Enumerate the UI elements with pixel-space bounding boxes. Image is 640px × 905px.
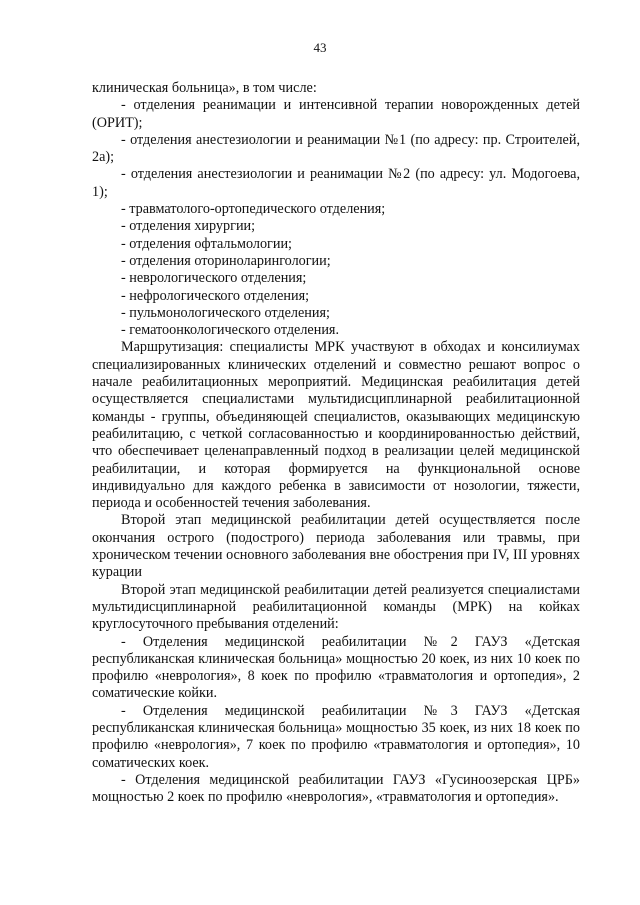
paragraph: Маршрутизация: специалисты МРК участвуют в обходах и консилиумах специализированных клинических отделений и совместно решают вопрос о начале реабилитационных мероприятий. Медицинская реабилитация детей осуществляется специалистами мультидисциплинарной реабилитационной команды - группы, объединяющей специалистов, оказывающих медицинскую реабилитацию, с четкой согласованностью и координированностью действий, что обеспечивает целенаправленный подход в реализации целей медицинской реабилитации, и которая формируется на функциональной основе индивидуально для каждого ребенка в зависимости от нозологии, тяжести, периода и особенностей течения заболевания. — [92, 339, 580, 512]
list-item: - отделения хирургии; — [121, 218, 256, 235]
paragraph: Второй этап медицинской реабилитации детей осуществляется после окончания острого (подострого) периода заболевания или травмы, при хроническом течении основного заболевания вне обострения при IV, III уровнях курации — [92, 512, 580, 581]
list-item: - гематоонкологического отделения. — [121, 322, 339, 339]
list-item: - отделения анестезиологии и реанимации №1 (по адресу: пр. Строителей, 2а); — [92, 131, 580, 166]
page-number: 43 — [313, 40, 327, 55]
list-item: - отделения офтальмологии; — [121, 235, 292, 252]
list-item: - Отделения медицинской реабилитации №2 ГАУЗ «Детская республиканская клиническая больница» мощностью 20 коек, из них 10 коек по профилю «неврология», 8 коек по профилю «травматология и ортопедия», 2 соматические койки. — [92, 633, 580, 702]
list-item: - Отделения медицинской реабилитации №3 ГАУЗ «Детская республиканская клиническая больница» мощностью 35 коек, из них 18 коек по профилю «неврология», 7 коек по профилю «травматология и ортопедия», 10 соматических коек. — [92, 702, 580, 771]
list-item: - отделения реанимации и интенсивной терапии новорожденных детей (ОРИТ); — [92, 97, 580, 131]
list-item: - Отделения медицинской реабилитации ГАУЗ «Гусиноозерская ЦРБ» мощностью 2 коек по профилю «неврология», «травматология и ортопедия». — [92, 771, 580, 806]
list-item: - неврологического отделения; — [121, 270, 307, 287]
list-item: - отделения анестезиологии и реанимации №2 (по адресу: ул. Модогоева, 1); — [92, 166, 580, 200]
page-body — [92, 80, 580, 806]
paragraph: клиническая больница», в том числе: — [92, 80, 317, 96]
list-item: - отделения оториноларингологии; — [121, 252, 331, 269]
list-item: - нефрологического отделения; — [121, 287, 310, 304]
list-item: - травматолого-ортопедического отделения; — [121, 201, 386, 218]
paragraph: Второй этап медицинской реабилитации детей реализуется специалистами мультидисциплинарной реабилитационной команды (МРК) на койках круглосуточного пребывания отделений: — [92, 581, 580, 633]
list-item: - пульмонологического отделения; — [121, 304, 330, 321]
